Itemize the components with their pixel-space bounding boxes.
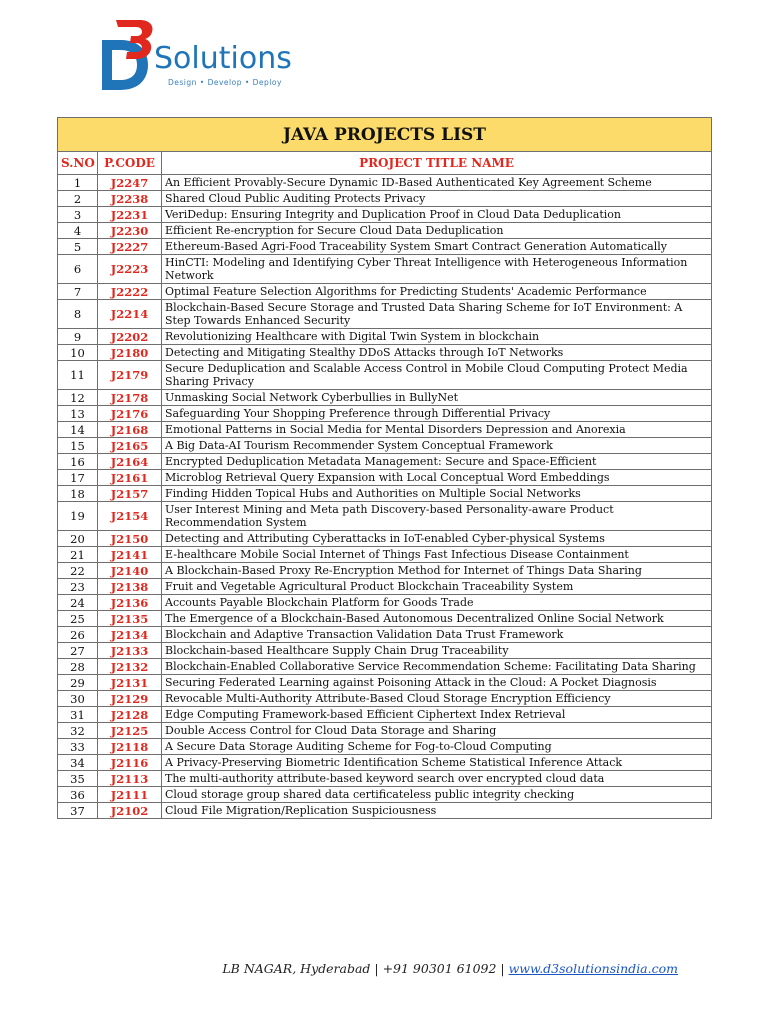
row-serial-number: 16: [58, 454, 98, 470]
table-row: [58, 454, 712, 470]
row-project-code: J2113: [98, 771, 162, 787]
table-row: [58, 547, 712, 563]
table-row: [58, 191, 712, 207]
row-project-title: Ethereum-Based Agri-Food Traceability System Smart Contract Generation Automatically: [162, 239, 712, 255]
table-row: [58, 502, 712, 531]
table-title: JAVA PROJECTS LIST: [58, 118, 712, 152]
row-serial-number: 3: [58, 207, 98, 223]
footer-contact: [0, 961, 768, 976]
row-serial-number: 36: [58, 787, 98, 803]
row-project-title: Revolutionizing Healthcare with Digital Twin System in blockchain: [162, 329, 712, 345]
table-row: [58, 390, 712, 406]
footer-address: LB NAGAR, Hyderabad | +91 90301 61092 |: [222, 961, 509, 976]
row-project-title: Efficient Re-encryption for Secure Cloud Data Deduplication: [162, 223, 712, 239]
table-row: [58, 223, 712, 239]
row-project-title: A Secure Data Storage Auditing Scheme for Fog-to-Cloud Computing: [162, 739, 712, 755]
row-project-code: J2223: [98, 255, 162, 284]
row-project-code: J2157: [98, 486, 162, 502]
row-serial-number: 34: [58, 755, 98, 771]
row-project-title: Secure Deduplication and Scalable Access Control in Mobile Cloud Computing Protect Media Sharing Privacy: [162, 361, 712, 390]
row-serial-number: 25: [58, 611, 98, 627]
row-serial-number: 14: [58, 422, 98, 438]
table-row: [58, 175, 712, 191]
row-project-code: J2141: [98, 547, 162, 563]
row-project-code: J2150: [98, 531, 162, 547]
table-row: [58, 470, 712, 486]
table-row: [58, 563, 712, 579]
table-row: [58, 755, 712, 771]
table-row: [58, 675, 712, 691]
table-row: [58, 300, 712, 329]
row-project-title: E-healthcare Mobile Social Internet of Things Fast Infectious Disease Containment: [162, 547, 712, 563]
table-row: [58, 438, 712, 454]
row-project-code: J2132: [98, 659, 162, 675]
row-project-title: HinCTI: Modeling and Identifying Cyber Threat Intelligence with Heterogeneous Information Network: [162, 255, 712, 284]
row-project-code: J2102: [98, 803, 162, 819]
row-project-code: J2222: [98, 284, 162, 300]
row-serial-number: 15: [58, 438, 98, 454]
table-row: [58, 643, 712, 659]
row-project-title: Accounts Payable Blockchain Platform for Goods Trade: [162, 595, 712, 611]
row-serial-number: 8: [58, 300, 98, 329]
row-serial-number: 33: [58, 739, 98, 755]
table-row: [58, 531, 712, 547]
row-project-code: J2180: [98, 345, 162, 361]
table-row: [58, 691, 712, 707]
row-serial-number: 10: [58, 345, 98, 361]
column-header-title: PROJECT TITLE NAME: [162, 152, 712, 175]
row-project-title: Shared Cloud Public Auditing Protects Privacy: [162, 191, 712, 207]
row-project-code: J2154: [98, 502, 162, 531]
row-project-code: J2131: [98, 675, 162, 691]
row-project-title: Blockchain-Enabled Collaborative Service Recommendation Scheme: Facilitating Data Sharing: [162, 659, 712, 675]
row-project-code: J2161: [98, 470, 162, 486]
row-serial-number: 1: [58, 175, 98, 191]
row-project-code: J2214: [98, 300, 162, 329]
row-project-code: J2168: [98, 422, 162, 438]
table-row: [58, 361, 712, 390]
row-serial-number: 22: [58, 563, 98, 579]
row-project-title: Detecting and Mitigating Stealthy DDoS Attacks through IoT Networks: [162, 345, 712, 361]
row-serial-number: 37: [58, 803, 98, 819]
table-row: [58, 284, 712, 300]
projects-table: [57, 117, 712, 819]
table-row: [58, 255, 712, 284]
row-project-code: J2134: [98, 627, 162, 643]
row-serial-number: 9: [58, 329, 98, 345]
table-row: [58, 707, 712, 723]
row-project-title: User Interest Mining and Meta path Discovery-based Personality-aware Product Recommendation System: [162, 502, 712, 531]
table-row: [58, 422, 712, 438]
row-serial-number: 4: [58, 223, 98, 239]
row-serial-number: 28: [58, 659, 98, 675]
row-serial-number: 20: [58, 531, 98, 547]
row-serial-number: 30: [58, 691, 98, 707]
table-row: [58, 611, 712, 627]
table-row: [58, 239, 712, 255]
row-serial-number: 35: [58, 771, 98, 787]
company-logo: [96, 18, 306, 94]
row-serial-number: 24: [58, 595, 98, 611]
table-row: [58, 345, 712, 361]
table-row: [58, 723, 712, 739]
row-project-code: J2118: [98, 739, 162, 755]
brand-tagline: Design • Develop • Deploy: [168, 78, 282, 87]
row-project-code: J2231: [98, 207, 162, 223]
row-serial-number: 23: [58, 579, 98, 595]
row-project-title: Emotional Patterns in Social Media for Mental Disorders Depression and Anorexia: [162, 422, 712, 438]
row-project-title: Securing Federated Learning against Poisoning Attack in the Cloud: A Pocket Diagnosis: [162, 675, 712, 691]
row-project-code: J2176: [98, 406, 162, 422]
row-serial-number: 31: [58, 707, 98, 723]
table-row: [58, 659, 712, 675]
table-row: [58, 486, 712, 502]
row-project-title: Encrypted Deduplication Metadata Management: Secure and Space-Efficient: [162, 454, 712, 470]
row-project-code: J2178: [98, 390, 162, 406]
row-project-code: J2230: [98, 223, 162, 239]
table-row: [58, 627, 712, 643]
row-project-title: Blockchain and Adaptive Transaction Validation Data Trust Framework: [162, 627, 712, 643]
row-project-title: Optimal Feature Selection Algorithms for Predicting Students' Academic Performance: [162, 284, 712, 300]
row-project-code: J2202: [98, 329, 162, 345]
row-project-code: J2179: [98, 361, 162, 390]
row-project-code: J2165: [98, 438, 162, 454]
row-serial-number: 18: [58, 486, 98, 502]
table-row: [58, 329, 712, 345]
website-link[interactable]: www.d3solutionsindia.com: [508, 961, 678, 976]
row-project-code: J2116: [98, 755, 162, 771]
row-project-title: The Emergence of a Blockchain-Based Autonomous Decentralized Online Social Network: [162, 611, 712, 627]
row-project-code: J2128: [98, 707, 162, 723]
row-project-title: Microblog Retrieval Query Expansion with Local Conceptual Word Embeddings: [162, 470, 712, 486]
row-project-title: VeriDedup: Ensuring Integrity and Duplication Proof in Cloud Data Deduplication: [162, 207, 712, 223]
row-project-title: Finding Hidden Topical Hubs and Authorities on Multiple Social Networks: [162, 486, 712, 502]
row-project-title: A Big Data-AI Tourism Recommender System Conceptual Framework: [162, 438, 712, 454]
d3-logo-icon: [96, 18, 160, 94]
row-serial-number: 13: [58, 406, 98, 422]
row-serial-number: 17: [58, 470, 98, 486]
row-project-code: J2111: [98, 787, 162, 803]
row-project-title: Double Access Control for Cloud Data Storage and Sharing: [162, 723, 712, 739]
row-serial-number: 5: [58, 239, 98, 255]
row-project-code: J2138: [98, 579, 162, 595]
row-project-code: J2238: [98, 191, 162, 207]
row-serial-number: 2: [58, 191, 98, 207]
row-project-code: J2136: [98, 595, 162, 611]
row-serial-number: 7: [58, 284, 98, 300]
table-row: [58, 771, 712, 787]
row-project-code: J2164: [98, 454, 162, 470]
row-project-title: Edge Computing Framework-based Efficient Ciphertext Index Retrieval: [162, 707, 712, 723]
row-project-code: J2247: [98, 175, 162, 191]
table-row: [58, 207, 712, 223]
row-serial-number: 6: [58, 255, 98, 284]
row-project-code: J2135: [98, 611, 162, 627]
column-header-sno: S.NO: [58, 152, 98, 175]
row-project-title: A Blockchain-Based Proxy Re-Encryption Method for Internet of Things Data Sharing: [162, 563, 712, 579]
table-row: [58, 739, 712, 755]
row-serial-number: 21: [58, 547, 98, 563]
row-project-title: Cloud File Migration/Replication Suspiciousness: [162, 803, 712, 819]
row-project-code: J2227: [98, 239, 162, 255]
table-row: [58, 579, 712, 595]
column-header-pcode: P.CODE: [98, 152, 162, 175]
table-row: [58, 787, 712, 803]
row-serial-number: 27: [58, 643, 98, 659]
row-project-title: Revocable Multi-Authority Attribute-Based Cloud Storage Encryption Efficiency: [162, 691, 712, 707]
row-serial-number: 32: [58, 723, 98, 739]
row-serial-number: 12: [58, 390, 98, 406]
row-serial-number: 29: [58, 675, 98, 691]
table-row: [58, 595, 712, 611]
row-serial-number: 19: [58, 502, 98, 531]
table-row: [58, 803, 712, 819]
row-project-title: The multi-authority attribute-based keyword search over encrypted cloud data: [162, 771, 712, 787]
row-project-title: Detecting and Attributing Cyberattacks in IoT-enabled Cyber-physical Systems: [162, 531, 712, 547]
row-serial-number: 26: [58, 627, 98, 643]
row-project-title: Blockchain-Based Secure Storage and Trusted Data Sharing Scheme for IoT Environment: A Step Towards Enhanced Security: [162, 300, 712, 329]
row-project-title: Blockchain-based Healthcare Supply Chain Drug Traceability: [162, 643, 712, 659]
row-project-code: J2129: [98, 691, 162, 707]
row-serial-number: 11: [58, 361, 98, 390]
row-project-title: An Efficient Provably-Secure Dynamic ID-Based Authenticated Key Agreement Scheme: [162, 175, 712, 191]
row-project-title: Fruit and Vegetable Agricultural Product Blockchain Traceability System: [162, 579, 712, 595]
row-project-title: A Privacy-Preserving Biometric Identification Scheme Statistical Inference Attack: [162, 755, 712, 771]
row-project-title: Unmasking Social Network Cyberbullies in BullyNet: [162, 390, 712, 406]
row-project-code: J2125: [98, 723, 162, 739]
row-project-code: J2140: [98, 563, 162, 579]
table-row: [58, 406, 712, 422]
row-project-code: J2133: [98, 643, 162, 659]
row-project-title: Safeguarding Your Shopping Preference through Differential Privacy: [162, 406, 712, 422]
brand-name: Solutions: [154, 41, 292, 76]
row-project-title: Cloud storage group shared data certificateless public integrity checking: [162, 787, 712, 803]
